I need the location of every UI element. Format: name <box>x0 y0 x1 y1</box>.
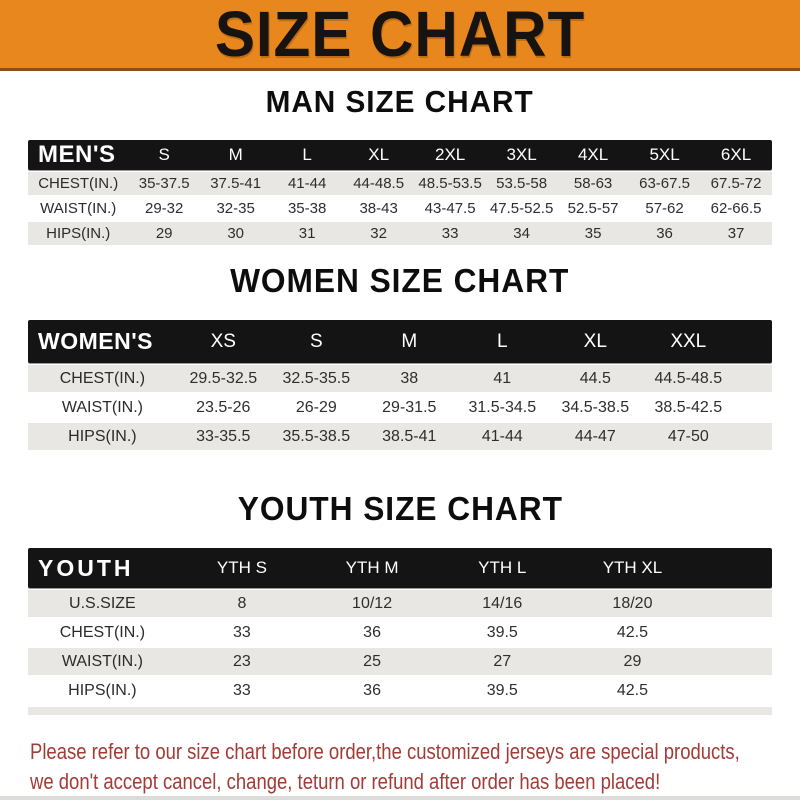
women-size-table <box>28 320 772 450</box>
size-value-cell: 35-37.5 <box>138 175 190 192</box>
size-value-cell: 8 <box>237 594 247 612</box>
policy-line-1-text: Please refer to our size chart before order,the customized jerseys are special products, <box>30 739 740 764</box>
column-header: XS <box>210 330 236 352</box>
size-chart-banner <box>0 0 800 71</box>
row-label: U.S.SIZE <box>69 594 136 612</box>
size-value-cell: 33 <box>232 681 251 699</box>
size-value-cell: 35 <box>584 225 602 242</box>
men-size-table <box>28 140 772 245</box>
table-title-cell: WOMEN'S <box>38 328 154 354</box>
size-value-cell: 29 <box>155 225 173 242</box>
size-value-cell: 35.5-38.5 <box>282 427 351 445</box>
size-value-cell: 44-47 <box>574 427 616 445</box>
size-value-cell: 41-44 <box>287 175 327 192</box>
size-value-cell: 38-43 <box>359 200 398 217</box>
column-header: M <box>401 330 418 352</box>
size-value-cell: 43-47.5 <box>424 200 476 217</box>
table-title-cell: MEN'S <box>38 141 116 168</box>
size-value-cell: 26-29 <box>295 398 337 416</box>
women-section-heading <box>0 262 800 300</box>
size-value-cell: 29 <box>623 652 642 670</box>
column-header: 5XL <box>649 145 680 164</box>
table-header-row <box>28 548 772 588</box>
size-value-cell: 47-50 <box>667 427 709 445</box>
size-value-cell: 57-62 <box>645 200 684 217</box>
size-value-cell: 31 <box>298 225 316 242</box>
row-label: CHEST(IN.) <box>59 623 146 641</box>
table-row <box>28 197 772 220</box>
banner-title: SIZE CHART <box>214 0 586 70</box>
size-value-cell: 18/20 <box>612 594 653 612</box>
column-header: 4XL <box>577 145 609 164</box>
size-value-cell: 36 <box>363 623 381 641</box>
man-section-heading-text: MAN SIZE CHART <box>265 84 535 119</box>
table-row <box>28 648 772 675</box>
size-value-cell: 23.5-26 <box>196 398 251 416</box>
table-header-row <box>28 140 772 170</box>
table-row <box>28 394 772 421</box>
man-section-heading <box>0 84 800 120</box>
size-value-cell: 34.5-38.5 <box>561 398 630 416</box>
size-value-cell: 48.5-53.5 <box>418 175 482 192</box>
size-value-cell: 47.5-52.5 <box>489 200 554 217</box>
women-section-heading-text: WOMEN SIZE CHART <box>230 262 570 299</box>
column-header: YTH XL <box>602 558 663 577</box>
column-header: XXL <box>670 330 707 352</box>
size-value-cell: 38.5-42.5 <box>654 398 723 416</box>
table-header-row <box>28 320 772 363</box>
size-value-cell: 39.5 <box>486 623 518 641</box>
size-value-cell: 52.5-57 <box>567 200 619 217</box>
size-value-cell: 32 <box>370 225 387 242</box>
size-value-cell: 32-35 <box>216 200 255 217</box>
column-header: YTH S <box>216 558 267 577</box>
size-value-cell: 34 <box>513 225 530 242</box>
row-label: HIPS(IN.) <box>68 681 137 699</box>
policy-line-1 <box>30 737 790 767</box>
size-value-cell: 29-31.5 <box>382 398 437 416</box>
size-value-cell: 41 <box>493 369 512 387</box>
size-value-cell: 35-38 <box>287 200 327 217</box>
table-row <box>28 172 772 195</box>
size-value-cell: 39.5 <box>486 681 518 699</box>
youth-section-heading <box>0 490 800 528</box>
size-value-cell: 41-44 <box>481 427 523 445</box>
column-header: XL <box>368 145 390 164</box>
youth-section-heading-text: YOUTH SIZE CHART <box>237 490 563 527</box>
row-label: CHEST(IN.) <box>59 369 146 387</box>
size-value-cell: 63-67.5 <box>639 175 690 192</box>
column-header: L <box>302 145 312 164</box>
size-value-cell: 36 <box>656 225 673 242</box>
table-row <box>28 619 772 646</box>
size-value-cell: 44.5-48.5 <box>654 369 723 387</box>
size-value-cell: 33 <box>232 623 251 641</box>
youth-size-table <box>28 548 772 715</box>
size-value-cell: 37 <box>727 225 745 242</box>
size-value-cell: 42.5 <box>616 623 649 641</box>
table-row <box>28 590 772 617</box>
size-value-cell: 36 <box>363 681 381 699</box>
column-header: S <box>158 145 170 164</box>
size-value-cell: 33-35.5 <box>196 427 251 445</box>
image-bottom-edge <box>0 796 800 800</box>
size-value-cell: 42.5 <box>616 681 649 699</box>
table-bottom-strip <box>28 707 772 715</box>
size-value-cell: 37.5-41 <box>210 175 262 192</box>
size-value-cell: 44.5 <box>579 369 611 387</box>
column-header: 2XL <box>434 145 466 164</box>
size-value-cell: 67.5-72 <box>710 175 762 192</box>
table-row <box>28 365 772 392</box>
size-value-cell: 23 <box>232 652 251 670</box>
table-row <box>28 677 772 704</box>
size-value-cell: 29.5-32.5 <box>189 369 258 387</box>
row-label: WAIST(IN.) <box>61 652 143 670</box>
size-value-cell: 58-63 <box>573 175 613 192</box>
size-value-cell: 38.5-41 <box>382 427 437 445</box>
size-value-cell: 32.5-35.5 <box>282 369 351 387</box>
table-row <box>28 222 772 245</box>
order-policy-note <box>30 737 790 797</box>
size-value-cell: 53.5-58 <box>496 175 548 192</box>
size-value-cell: 10/12 <box>352 594 393 612</box>
row-label: HIPS(IN.) <box>46 225 111 242</box>
size-value-cell: 33 <box>441 225 459 242</box>
column-header: YTH L <box>478 558 527 577</box>
table-row <box>28 423 772 450</box>
size-value-cell: 25 <box>363 652 381 670</box>
size-value-cell: 14/16 <box>482 594 523 612</box>
size-value-cell: 44-48.5 <box>353 175 405 192</box>
column-header: 6XL <box>720 145 752 164</box>
size-value-cell: 30 <box>227 225 244 242</box>
size-value-cell: 29-32 <box>144 200 184 217</box>
row-label: WAIST(IN.) <box>61 398 143 416</box>
row-label: WAIST(IN.) <box>40 200 117 217</box>
column-header: 3XL <box>506 145 537 164</box>
size-value-cell: 27 <box>493 652 512 670</box>
column-header: L <box>497 330 508 352</box>
row-label: HIPS(IN.) <box>68 427 137 445</box>
size-value-cell: 38 <box>400 369 419 387</box>
size-value-cell: 31.5-34.5 <box>468 398 537 416</box>
column-header: S <box>309 330 323 352</box>
table-title-cell: YOUTH <box>38 554 134 581</box>
column-header: M <box>228 145 243 164</box>
row-label: CHEST(IN.) <box>38 175 119 192</box>
column-header: YTH M <box>345 558 399 577</box>
policy-line-2 <box>30 767 790 797</box>
column-header: XL <box>583 330 607 352</box>
policy-line-2-text: we don't accept cancel, change, teturn or refund after order has been placed! <box>30 769 661 794</box>
size-value-cell: 62-66.5 <box>710 200 762 217</box>
